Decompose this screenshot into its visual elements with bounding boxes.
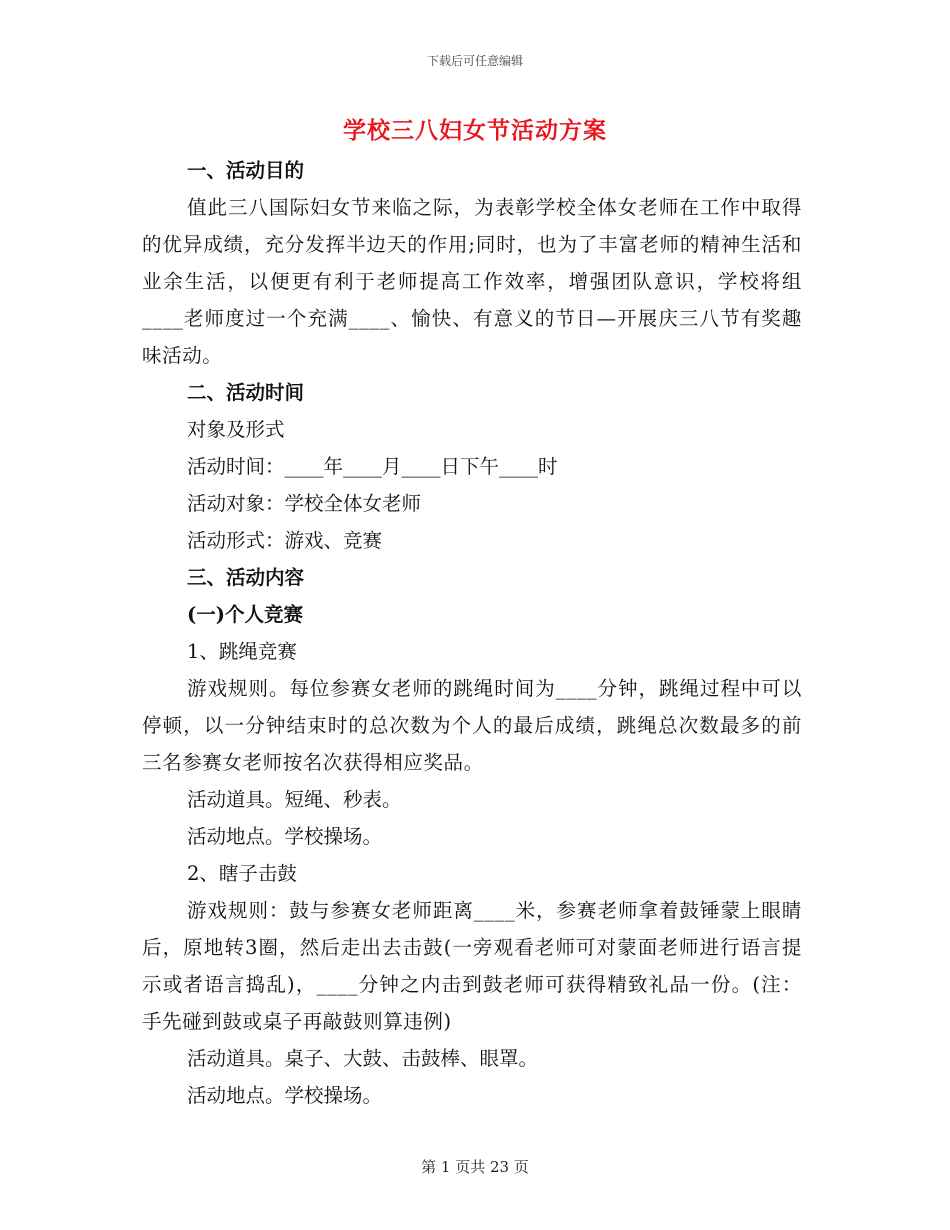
- object-and-form-line: 对象及形式: [187, 418, 285, 441]
- document-body: [142, 152, 802, 1114]
- subsection-heading-individual: (一)个人竞赛: [187, 603, 303, 626]
- purpose-paragraph: 值此三八国际妇女节来临之际，为表彰学校全体女老师在工作中取得的优异成绩，充分发挥半边天的作用;同时，也为了丰富老师的精神生活和业余生活，以便更有利于老师提高工作效率，增强团队意识，学校将组____老师度过一个充满____、愉快、有意义的节日—开展庆三八节有奖趣味活动。: [142, 196, 802, 367]
- blind-drum-props: 活动道具。桌子、大鼓、击鼓棒、眼罩。: [187, 1047, 539, 1070]
- item-title-blind-drum: 2、瞎子击鼓: [187, 862, 297, 885]
- section-heading-purpose: 一、活动目的: [187, 159, 305, 182]
- document-title: 学校三八妇女节活动方案: [343, 117, 607, 144]
- page-footer: 第 1 页共 23 页: [421, 1158, 529, 1176]
- item-title-rope-skipping: 1、跳绳竞赛: [187, 640, 297, 663]
- blind-drum-place: 活动地点。学校操场。: [187, 1084, 383, 1107]
- section-heading-time: 二、活动时间: [187, 381, 305, 404]
- rope-skipping-props: 活动道具。短绳、秒表。: [187, 788, 402, 811]
- blind-drum-rules: 游戏规则：鼓与参赛女老师距离____米，参赛老师拿着鼓锤蒙上眼睛后，原地转3圈，然后走出去击鼓(一旁观看老师可对蒙面老师进行语言提示或者语言捣乱)，____分钟之内击到鼓老师可获得精致礼品一份。(注：手先碰到鼓或桌子再敲鼓则算违例): [142, 899, 802, 1033]
- header-note: 下载后可任意编辑: [426, 54, 523, 68]
- activity-time-line: 活动时间：____年____月____日下午____时: [187, 455, 558, 478]
- activity-target-line: 活动对象：学校全体女老师: [187, 492, 422, 515]
- rope-skipping-rules: 游戏规则。每位参赛女老师的跳绳时间为____分钟，跳绳过程中可以停顿，以一分钟结束时的总次数为个人的最后成绩，跳绳总次数最多的前三名参赛女老师按名次获得相应奖品。: [142, 677, 802, 774]
- section-heading-content: 三、活动内容: [187, 566, 305, 589]
- rope-skipping-place: 活动地点。学校操场。: [187, 825, 383, 848]
- activity-form-line: 活动形式：游戏、竞赛: [187, 529, 383, 552]
